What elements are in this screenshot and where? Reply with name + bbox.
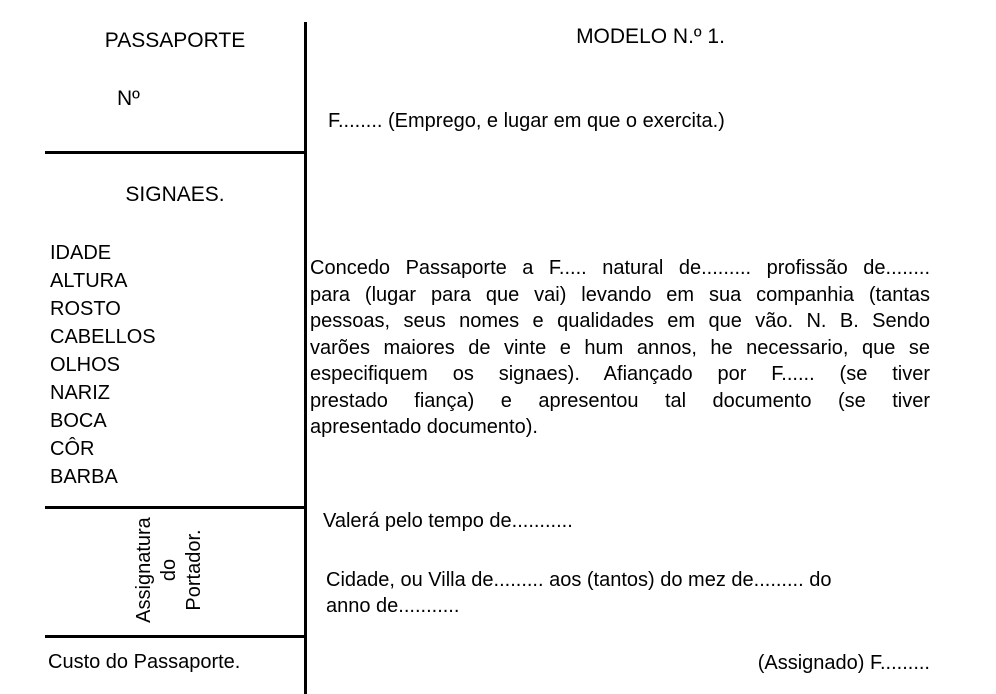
vertical-divider xyxy=(304,22,307,694)
grant-paragraph-line: Concedo Passaporte a F..... natural de......... profissão de........ xyxy=(310,257,930,279)
grant-paragraph-line: apresentado documento). xyxy=(310,416,538,438)
signaes-item: CABELLOS xyxy=(50,326,156,348)
grant-paragraph-line: prestado fiança) e apresentou tal documento (se tiver xyxy=(310,389,930,412)
validity-line: Valerá pelo tempo de........... xyxy=(323,510,573,532)
place-date-block xyxy=(326,567,831,619)
grant-paragraph-line: para (lugar para que vai) levando em sua companhia (tantas xyxy=(310,283,930,306)
place-date-line: anno de........... xyxy=(326,595,460,617)
horizontal-divider-cost xyxy=(45,635,305,638)
signaes-item: ROSTO xyxy=(50,298,121,320)
grant-paragraph-line: pessoas, seus nomes e qualidades em que vão. N. B. Sendo xyxy=(310,310,930,332)
bearer-signature-label-line: Assignatura xyxy=(133,517,155,623)
place-date-line: Cidade, ou Villa de......... aos (tantos) do mez de......... do xyxy=(326,569,832,591)
employment-line: F........ (Emprego, e lugar em que o exercita.) xyxy=(328,110,725,132)
signaes-item: OLHOS xyxy=(50,354,121,376)
signed-line: (Assignado) F......... xyxy=(757,652,930,674)
signaes-item: CÔR xyxy=(50,438,95,460)
passport-number-label: Nº xyxy=(117,87,140,110)
grant-paragraph-line: varões maiores de vinte e hum annos, he necessario, que se xyxy=(310,336,930,359)
grant-paragraph-line: especifiquem os signaes). Afiançado por F...... (se tiver xyxy=(310,363,930,385)
grant-paragraph xyxy=(310,255,930,441)
signaes-item: IDADE xyxy=(50,242,112,264)
model-title: MODELO N.º 1. xyxy=(576,25,725,48)
signaes-item: ALTURA xyxy=(50,270,128,292)
bearer-signature-label-line: Portador. xyxy=(183,529,205,611)
passport-title: PASSAPORTE xyxy=(104,29,246,52)
signaes-list xyxy=(50,239,156,491)
bearer-signature-label xyxy=(132,505,212,635)
signaes-item: NARIZ xyxy=(50,382,110,404)
signaes-title: SIGNAES. xyxy=(125,183,225,206)
signaes-item: BARBA xyxy=(50,466,118,488)
horizontal-divider-top xyxy=(45,151,305,154)
bearer-signature-label-line: do xyxy=(158,558,180,582)
signaes-item: BOCA xyxy=(50,410,107,432)
passport-cost-label: Custo do Passaporte. xyxy=(48,651,241,673)
